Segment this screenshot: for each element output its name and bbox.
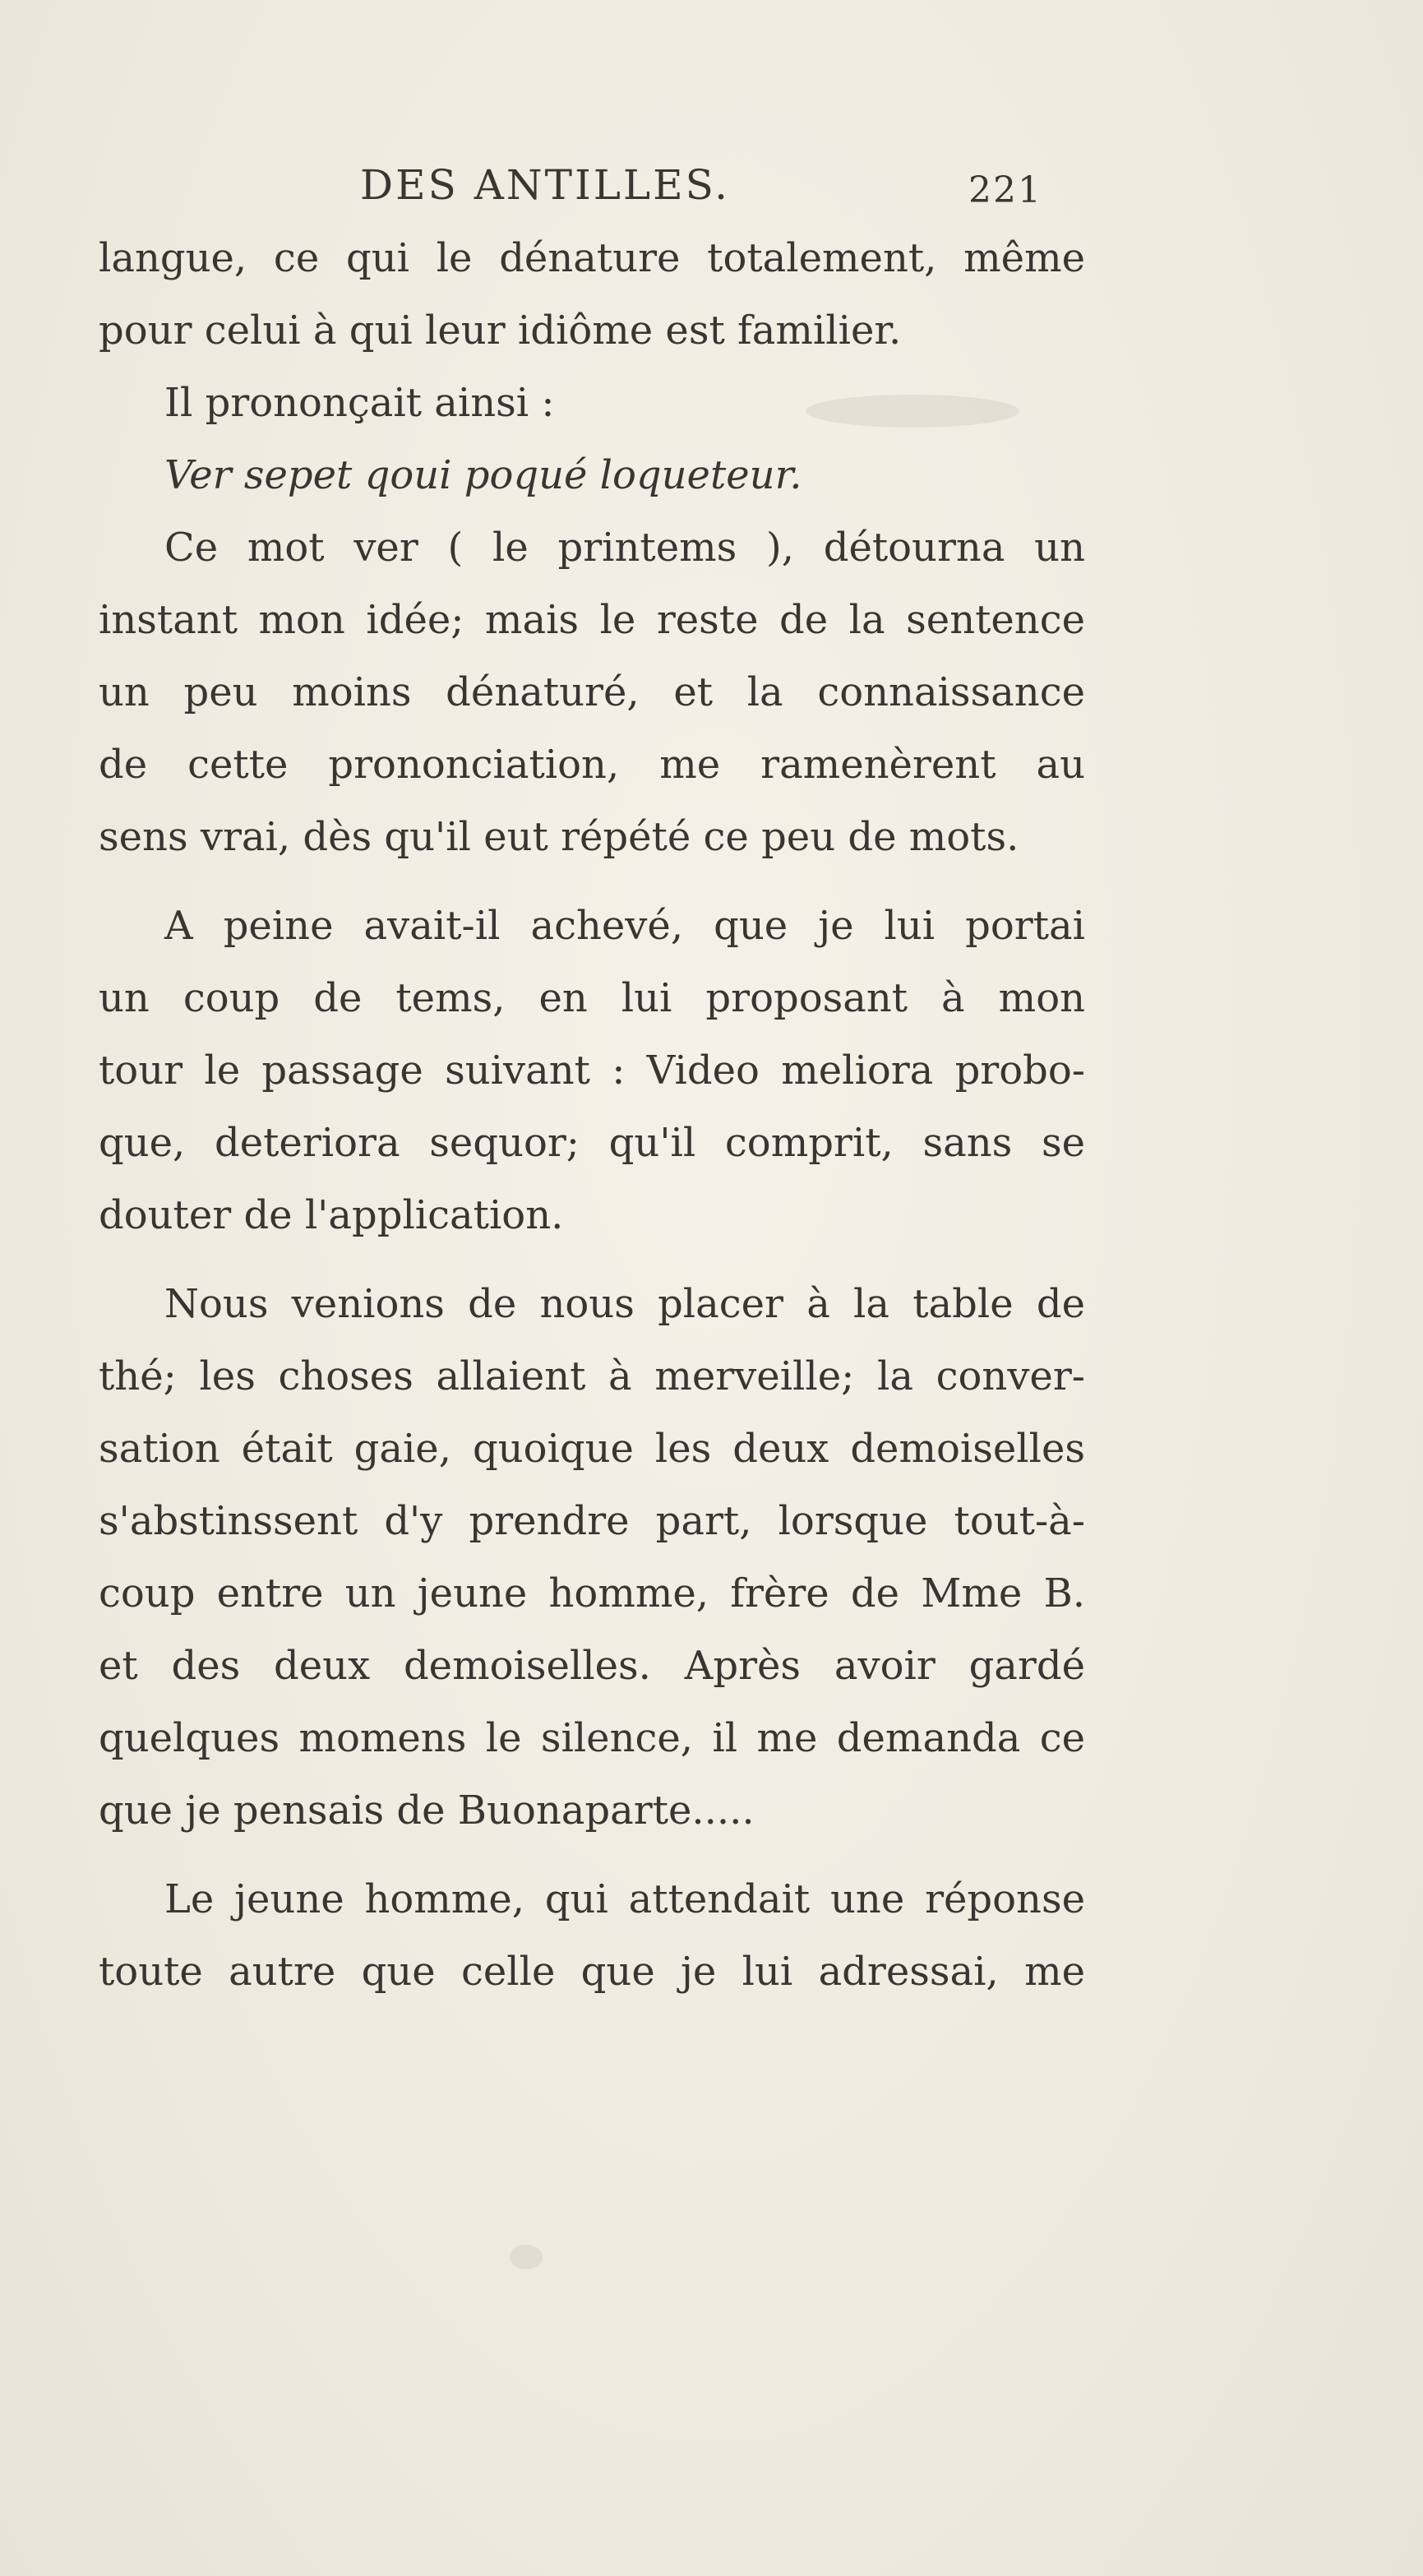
paragraph-gap (99, 1251, 1085, 1268)
text-line: thé; les choses allaient à merveille; la conver- (99, 1353, 1085, 1399)
text-line: que je pensais de Buonaparte..... (99, 1787, 755, 1834)
text-line: Le jeune homme, qui attendait une réponse (164, 1876, 1085, 1922)
text-line: coup entre un jeune homme, frère de Mme B. (99, 1570, 1085, 1616)
text-line: sens vrai, dès qu'il eut répété ce peu de mots. (99, 814, 1019, 860)
page-number: 221 (968, 169, 1042, 211)
text-line: instant mon idée; mais le reste de la sentence (99, 597, 1085, 643)
text-line: un coup de tems, en lui proposant à mon (99, 975, 1085, 1021)
text-line: un peu moins dénaturé, et la connaissance (99, 669, 1085, 715)
paragraph-gap (99, 873, 1085, 890)
text-line: Ce mot ver ( le printems ), détourna un (164, 525, 1085, 571)
text-line: douter de l'application. (99, 1192, 564, 1238)
text-line: s'abstinssent d'y prendre part, lorsque tout-à- (99, 1498, 1085, 1544)
quotation-line: Ver sepet qoui poqué loqueteur. (164, 452, 802, 498)
text-line: et des deux demoiselles. Après avoir gardé (99, 1643, 1085, 1689)
running-head: DES ANTILLES. (360, 161, 730, 209)
text-line: Il prononçait ainsi : (164, 380, 555, 426)
text-line: toute autre que celle que je lui adressai, me (99, 1949, 1085, 1995)
paragraph-gap (99, 1847, 1085, 1863)
text-line: A peine avait-il achevé, que je lui portai (164, 903, 1085, 949)
text-line: pour celui à qui leur idiôme est familier. (99, 308, 902, 354)
text-line: sation était gaie, quoique les deux demoiselles (99, 1426, 1085, 1472)
body-text (99, 222, 1085, 2008)
paper-stain (510, 2245, 543, 2269)
text-line: tour le passage suivant : Video meliora probo- (99, 1048, 1085, 1094)
text-line: Nous venions de nous placer à la table de (164, 1281, 1085, 1327)
text-line: que, deteriora sequor; qu'il comprit, sans se (99, 1120, 1085, 1166)
text-line: langue, ce qui le dénature totalement, même (99, 235, 1085, 281)
text-line: de cette prononciation, me ramenèrent au (99, 742, 1085, 788)
text-line: quelques momens le silence, il me demanda ce (99, 1715, 1085, 1761)
